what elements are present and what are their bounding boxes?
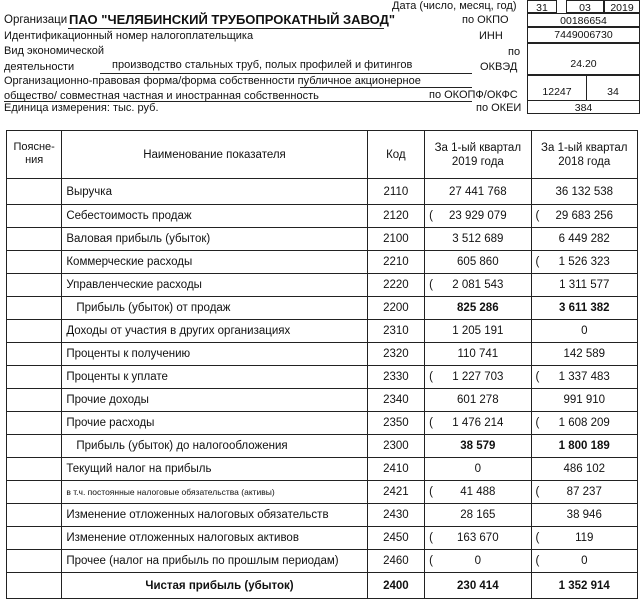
row-name: Текущий налог на прибыль bbox=[62, 458, 367, 481]
negative-paren: ( bbox=[535, 417, 540, 429]
okved-label: ОКВЭД bbox=[480, 61, 518, 73]
row-value-text: 1 476 214 bbox=[452, 417, 504, 429]
row-code: 2100 bbox=[367, 228, 424, 251]
table-row bbox=[7, 527, 638, 550]
row-value-period2 bbox=[531, 527, 637, 550]
okpo-label: по ОКПО bbox=[462, 14, 509, 26]
negative-paren: ( bbox=[429, 555, 433, 567]
activity-underline bbox=[100, 73, 472, 74]
row-value-text: 605 860 bbox=[457, 256, 499, 268]
okopf-label: по ОКОПФ/ОКФС bbox=[429, 89, 518, 101]
row-value-period1 bbox=[425, 343, 531, 366]
row-value-period2 bbox=[531, 550, 637, 573]
table-row bbox=[7, 458, 638, 481]
legal-form-line-2: общество/ совместная частная и иностранная собственность bbox=[4, 90, 319, 102]
inn-value: 7449006730 bbox=[527, 27, 640, 43]
row-value-text: 29 683 256 bbox=[555, 210, 614, 222]
row-value-text: 38 946 bbox=[566, 509, 602, 521]
row-value-text: 0 bbox=[474, 555, 482, 567]
row-value-period1 bbox=[425, 205, 531, 228]
row-value-text: 27 441 768 bbox=[449, 185, 507, 198]
row-value-text: 87 237 bbox=[566, 486, 602, 498]
row-value-period2 bbox=[531, 320, 637, 343]
row-code: 2340 bbox=[367, 389, 424, 412]
row-code: 2430 bbox=[367, 504, 424, 527]
row-value-period1 bbox=[425, 412, 531, 435]
negative-paren: ( bbox=[429, 486, 433, 498]
row-code: 2220 bbox=[367, 274, 424, 297]
row-code: 2200 bbox=[367, 297, 424, 320]
negative-paren: ( bbox=[535, 555, 540, 567]
row-value-period2 bbox=[531, 504, 637, 527]
table-row bbox=[7, 297, 638, 320]
row-explanation-cell bbox=[7, 179, 62, 205]
row-value-text: 1 352 914 bbox=[558, 579, 610, 592]
table-header-row bbox=[7, 131, 638, 179]
legal-form-line-1: Организационно-правовая форма/форма собственности публичное акционерное bbox=[4, 75, 421, 87]
date-label: Дата (число, месяц, год) bbox=[392, 0, 517, 12]
row-value-text: 1 205 191 bbox=[452, 325, 504, 337]
row-name: Коммерческие расходы bbox=[62, 251, 367, 274]
table-row bbox=[7, 343, 638, 366]
row-value-period1 bbox=[425, 228, 531, 251]
table-row bbox=[7, 366, 638, 389]
row-value-period2 bbox=[531, 343, 637, 366]
col-period2-line2: 2018 года bbox=[558, 155, 611, 168]
row-value-period2 bbox=[531, 228, 637, 251]
table-row bbox=[7, 550, 638, 573]
row-value-text: 0 bbox=[581, 555, 588, 567]
row-name: Прочие расходы bbox=[62, 412, 367, 435]
negative-paren: ( bbox=[429, 417, 433, 429]
table-row bbox=[7, 412, 638, 435]
row-name: Управленческие расходы bbox=[62, 274, 367, 297]
row-value-period2 bbox=[531, 251, 637, 274]
row-value-text: 1 608 209 bbox=[558, 417, 610, 429]
row-explanation-cell bbox=[7, 366, 62, 389]
col-period2-header bbox=[531, 131, 637, 179]
row-code: 2320 bbox=[367, 343, 424, 366]
row-code: 2110 bbox=[367, 179, 424, 205]
row-value-text: 0 bbox=[581, 325, 588, 337]
okpo-value: 00186654 bbox=[527, 13, 640, 27]
row-code: 2460 bbox=[367, 550, 424, 573]
table-row bbox=[7, 573, 638, 599]
row-name: Изменение отложенных налоговых обязательств bbox=[62, 504, 367, 527]
row-explanation-cell bbox=[7, 527, 62, 550]
row-value-period1 bbox=[425, 320, 531, 343]
row-explanation-cell bbox=[7, 205, 62, 228]
row-name: Доходы от участия в других организациях bbox=[62, 320, 367, 343]
row-value-text: 38 579 bbox=[460, 440, 496, 452]
negative-paren: ( bbox=[429, 210, 433, 222]
row-explanation-cell bbox=[7, 504, 62, 527]
inn-line-label: Идентификационный номер налогоплательщика bbox=[4, 30, 254, 42]
row-value-text: 41 488 bbox=[460, 486, 496, 498]
table-row bbox=[7, 389, 638, 412]
row-value-period1 bbox=[425, 274, 531, 297]
row-value-text: 230 414 bbox=[457, 579, 499, 592]
row-explanation-cell bbox=[7, 550, 62, 573]
row-name: Выручка bbox=[62, 179, 367, 205]
row-explanation-cell bbox=[7, 274, 62, 297]
table-row bbox=[7, 504, 638, 527]
row-explanation-cell bbox=[7, 573, 62, 599]
okopf-value: 12247 bbox=[527, 75, 587, 101]
row-explanation-cell bbox=[7, 481, 62, 504]
okei-label: по ОКЕИ bbox=[476, 102, 522, 114]
org-underline bbox=[68, 28, 384, 29]
negative-paren: ( bbox=[535, 256, 540, 268]
row-name: Валовая прибыль (убыток) bbox=[62, 228, 367, 251]
row-explanation-cell bbox=[7, 297, 62, 320]
row-value-period2 bbox=[531, 297, 637, 320]
row-value-period1 bbox=[425, 179, 531, 205]
row-name: в т.ч. постоянные налоговые обязательства (активы) bbox=[62, 481, 367, 504]
row-value-text: 6 449 282 bbox=[558, 233, 610, 245]
row-explanation-cell bbox=[7, 435, 62, 458]
col-name-header: Наименование показателя bbox=[62, 131, 367, 179]
row-name: Прибыль (убыток) от продаж bbox=[62, 297, 367, 320]
col-period1-line2: 2019 года bbox=[451, 155, 504, 168]
negative-paren: ( bbox=[535, 210, 540, 222]
col-explanation-header: Поясне-ния bbox=[7, 131, 62, 179]
row-value-period1 bbox=[425, 527, 531, 550]
row-code: 2350 bbox=[367, 412, 424, 435]
row-value-period2 bbox=[531, 435, 637, 458]
row-value-period2 bbox=[531, 205, 637, 228]
row-name: Прочие доходы bbox=[62, 389, 367, 412]
row-value-text: 486 102 bbox=[563, 463, 606, 475]
row-value-text: 1 311 577 bbox=[559, 279, 610, 291]
row-name: Изменение отложенных налоговых активов bbox=[62, 527, 367, 550]
row-value-period2 bbox=[531, 458, 637, 481]
negative-paren: ( bbox=[429, 371, 433, 383]
row-name: Проценты к получению bbox=[62, 343, 367, 366]
inn-label: ИНН bbox=[479, 30, 503, 42]
row-value-period1 bbox=[425, 481, 531, 504]
row-value-text: 991 910 bbox=[563, 394, 606, 406]
row-value-period2 bbox=[531, 481, 637, 504]
row-name: Проценты к уплате bbox=[62, 366, 367, 389]
row-name: Прибыль (убыток) до налогообложения bbox=[62, 435, 367, 458]
table-row bbox=[7, 481, 638, 504]
row-code: 2330 bbox=[367, 366, 424, 389]
row-code: 2421 bbox=[367, 481, 424, 504]
table-row bbox=[7, 179, 638, 205]
row-value-period1 bbox=[425, 389, 531, 412]
row-value-period1 bbox=[425, 435, 531, 458]
row-name: Себестоимость продаж bbox=[62, 205, 367, 228]
negative-paren: ( bbox=[535, 486, 540, 498]
row-value-period1 bbox=[425, 504, 531, 527]
row-explanation-cell bbox=[7, 320, 62, 343]
row-name: Чистая прибыль (убыток) bbox=[62, 573, 367, 599]
row-value-text: 110 741 bbox=[457, 348, 499, 360]
row-explanation-cell bbox=[7, 343, 62, 366]
table-row bbox=[7, 251, 638, 274]
table-row bbox=[7, 205, 638, 228]
unit-label: Единица измерения: тыс. руб. bbox=[4, 102, 159, 114]
row-value-text: 119 bbox=[575, 532, 594, 544]
date-day: 31 bbox=[527, 0, 557, 13]
org-label: Организаци bbox=[4, 14, 68, 26]
row-value-text: 1 337 483 bbox=[558, 371, 610, 383]
row-value-text: 28 165 bbox=[460, 509, 496, 521]
row-code: 2400 bbox=[367, 573, 424, 599]
activity-label-1: Вид экономической bbox=[4, 45, 105, 57]
row-value-text: 601 278 bbox=[457, 394, 499, 406]
okfs-value: 34 bbox=[586, 75, 640, 101]
activity-label-2: деятельности bbox=[4, 61, 75, 73]
date-year: 2019 bbox=[604, 0, 640, 13]
row-value-period1 bbox=[425, 573, 531, 599]
row-value-text: 1 227 703 bbox=[452, 371, 504, 383]
okei-value: 384 bbox=[527, 100, 640, 114]
col-period1-line1: За 1-ый квартал bbox=[434, 141, 522, 154]
po-label: по bbox=[508, 46, 521, 58]
row-value-text: 3 611 382 bbox=[559, 302, 610, 314]
negative-paren: ( bbox=[535, 371, 540, 383]
negative-paren: ( bbox=[429, 279, 433, 291]
row-value-period2 bbox=[531, 389, 637, 412]
row-code: 2210 bbox=[367, 251, 424, 274]
row-value-text: 2 081 543 bbox=[452, 279, 504, 291]
row-value-text: 23 929 079 bbox=[449, 210, 507, 222]
col-code-header: Код bbox=[367, 131, 424, 179]
row-code: 2410 bbox=[367, 458, 424, 481]
row-code: 2300 bbox=[367, 435, 424, 458]
col-period2-line1: За 1-ый квартал bbox=[541, 141, 628, 154]
row-value-text: 1 526 323 bbox=[558, 256, 610, 268]
activity-value: производство стальных труб, полых профилей и фитингов bbox=[112, 59, 413, 71]
row-value-period2 bbox=[531, 179, 637, 205]
row-value-text: 163 670 bbox=[457, 532, 499, 544]
row-value-period1 bbox=[425, 251, 531, 274]
row-code: 2310 bbox=[367, 320, 424, 343]
row-value-text: 3 512 689 bbox=[452, 233, 504, 245]
table-row bbox=[7, 435, 638, 458]
row-value-period1 bbox=[425, 366, 531, 389]
table-row bbox=[7, 274, 638, 297]
row-value-period2 bbox=[531, 366, 637, 389]
row-explanation-cell bbox=[7, 458, 62, 481]
row-code: 2450 bbox=[367, 527, 424, 550]
col-period1-header bbox=[425, 131, 531, 179]
table-row bbox=[7, 320, 638, 343]
row-value-text: 142 589 bbox=[563, 348, 606, 360]
date-month: 03 bbox=[566, 0, 604, 13]
row-value-period1 bbox=[425, 458, 531, 481]
row-value-text: 36 132 538 bbox=[555, 185, 614, 198]
financial-results-table bbox=[6, 130, 638, 599]
row-value-period1 bbox=[425, 550, 531, 573]
row-explanation-cell bbox=[7, 389, 62, 412]
row-explanation-cell bbox=[7, 412, 62, 435]
row-value-text: 825 286 bbox=[457, 302, 499, 314]
table-row bbox=[7, 228, 638, 251]
row-explanation-cell bbox=[7, 251, 62, 274]
org-name: ПАО "ЧЕЛЯБИНСКИЙ ТРУБОПРОКАТНЫЙ ЗАВОД" bbox=[69, 12, 396, 27]
negative-paren: ( bbox=[429, 532, 433, 544]
row-value-text: 1 800 189 bbox=[558, 440, 610, 452]
row-value-period2 bbox=[531, 412, 637, 435]
row-value-text: 0 bbox=[474, 463, 482, 475]
negative-paren: ( bbox=[535, 532, 540, 544]
row-code: 2120 bbox=[367, 205, 424, 228]
row-explanation-cell bbox=[7, 228, 62, 251]
row-value-period2 bbox=[531, 573, 637, 599]
okved-value: 24.20 bbox=[527, 43, 640, 75]
row-value-period1 bbox=[425, 297, 531, 320]
legal-form-underline-1 bbox=[300, 87, 472, 88]
row-name: Прочее (налог на прибыль по прошлым периодам) bbox=[62, 550, 367, 573]
row-value-period2 bbox=[531, 274, 637, 297]
